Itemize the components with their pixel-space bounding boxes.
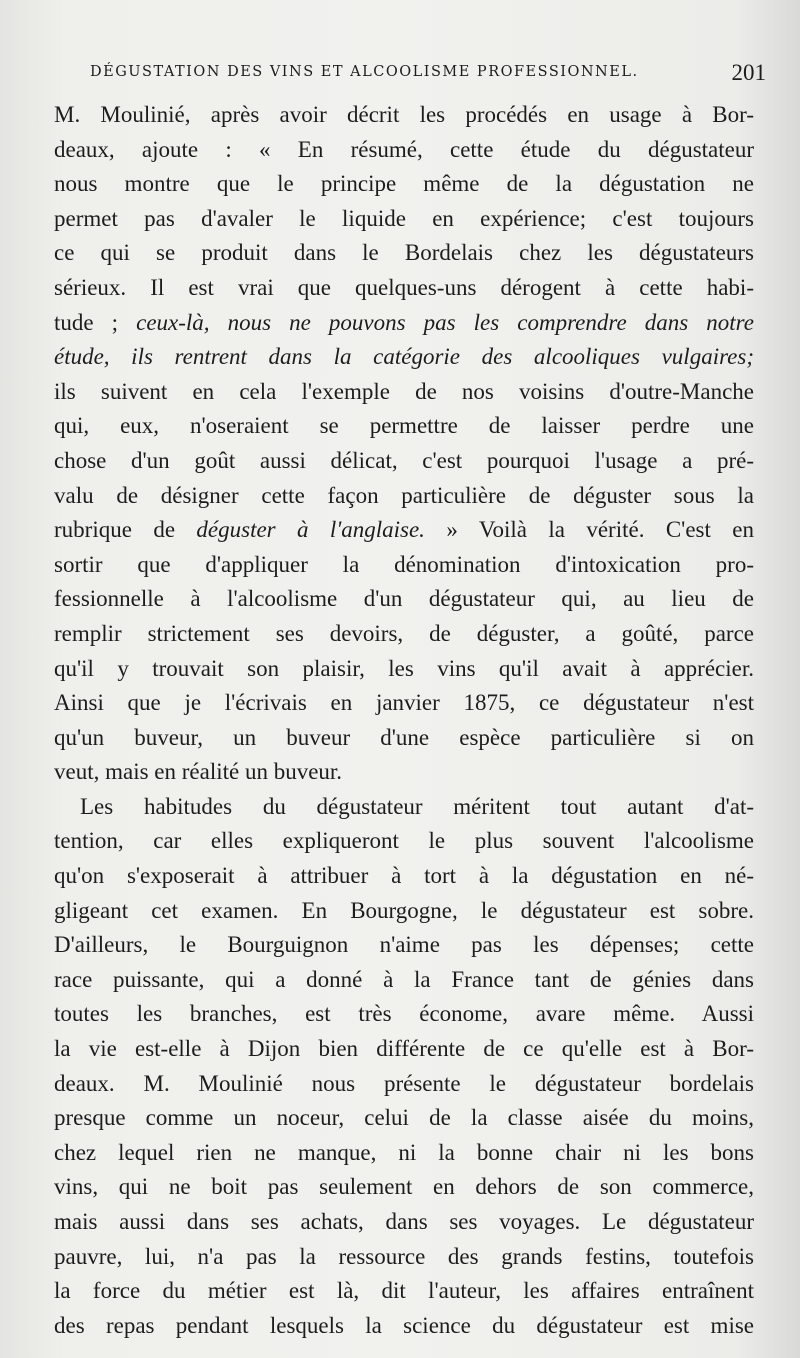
text-segment: qu'on s'exposerait à attribuer à tort à la dégustation en né- [54,863,754,889]
text-segment: chez lequel rien ne manque, ni la bonne chair ni les bons [54,1139,754,1165]
text-line [54,1170,754,1205]
text-line [54,652,754,687]
text-segment: sortir que d'appliquer la dénomination d'intoxication pro- [54,551,754,577]
text-segment: des repas pendant lesquels la science du dégustateur est mise [54,1312,754,1338]
text-segment: toutes les branches, est très économe, avare même. Aussi [54,1001,754,1027]
italic-text: ceux-là, nous ne pouvons pas les comprendre dans notre [136,309,754,335]
text-line [54,513,754,548]
text-segment: presque comme un noceur, celui de la classe aisée du moins, [54,1105,754,1131]
italic-text: étude, ils rentrent dans la catégorie des alcooliques vulgaires; [54,344,754,370]
text-segment: qu'un buveur, un buveur d'une espèce particulière si on [54,724,754,750]
text-line [54,306,754,341]
text-segment: la vie est-elle à Dijon bien différente de ce qu'elle est à Bor- [54,1036,754,1062]
text-line [54,1309,754,1344]
text-segment: fessionnelle à l'alcoolisme d'un dégustateur qui, au lieu de [54,586,754,612]
text-line [54,617,754,652]
text-line [54,340,754,375]
text-line [54,859,754,894]
page-header [90,60,770,90]
italic-text: déguster à l'anglaise. [196,517,425,543]
text-line [54,202,754,237]
text-line [54,790,754,825]
text-segment: qui, eux, n'oseraient se permettre de laisser perdre une [54,413,754,439]
text-line [54,271,754,306]
text-line [54,236,754,271]
text-segment: ce qui se produit dans le Bordelais chez les dégustateurs [54,240,754,266]
text-line [54,1101,754,1136]
text-line [54,721,754,756]
text-segment: veut, mais en réalité un buveur. [54,759,343,785]
text-segment: ils suivent en cela l'exemple de nos voisins d'outre-Manche [54,378,754,404]
text-line [54,1205,754,1240]
text-segment: permet pas d'avaler le liquide en expérience; c'est toujours [54,205,754,231]
text-line [54,582,754,617]
text-line [54,1032,754,1067]
text-segment: vins, qui ne boit pas seulement en dehors de son commerce, [54,1174,754,1200]
text-line [54,686,754,721]
text-line [54,479,754,514]
text-segment: tention, car elles expliqueront le plus souvent l'alcoolisme [54,828,754,854]
page-number: 201 [731,60,766,85]
text-segment: deaux, ajoute : « En résumé, cette étude du dégustateur [54,136,754,162]
text-segment: deaux. M. Moulinié nous présente le dégustateur bordelais [54,1070,754,1096]
text-line [54,824,754,859]
text-line [54,167,754,202]
text-segment: valu de désigner cette façon particulière de déguster sous la [54,482,754,508]
text-segment: rubrique de [54,517,197,543]
text-segment: » Voilà la vérité. C'est en [424,517,754,543]
text-line [54,1274,754,1309]
text-segment: race puissante, qui a donné à la France tant de génies dans [54,966,754,992]
text-line [54,894,754,929]
text-line [54,1067,754,1102]
text-line [54,98,754,133]
running-head: DÉGUSTATION DES VINS ET ALCOOLISME PROFESSIONNEL. [90,64,639,80]
text-segment: pauvre, lui, n'a pas la ressource des grands festins, toutefois [54,1243,754,1269]
text-line [54,133,754,168]
text-segment: tude ; [54,309,137,335]
text-segment: sérieux. Il est vrai que quelques-uns dérogent à cette habi- [54,274,754,300]
text-segment: chose d'un goût aussi délicat, c'est pourquoi l'usage a pré- [54,447,754,473]
text-line [54,409,754,444]
text-segment: mais aussi dans ses achats, dans ses voyages. Le dégustateur [54,1209,754,1234]
text-line [54,997,754,1032]
text-segment: D'ailleurs, le Bourguignon n'aime pas les dépenses; cette [54,932,754,958]
text-line [54,444,754,479]
text-line [54,1136,754,1171]
text-segment: nous montre que le principe même de la dégustation ne [54,171,754,197]
body-text [54,98,754,1343]
text-line [54,1240,754,1275]
text-segment: Ainsi que je l'écrivais en janvier 1875, ce dégustateur n'est [54,690,754,716]
text-segment: la force du métier est là, dit l'auteur, les affaires entraînent [54,1278,754,1304]
text-line [54,375,754,410]
text-line [54,548,754,583]
text-segment: remplir strictement ses devoirs, de déguster, a goûté, parce [54,620,754,646]
text-segment: Les habitudes du dégustateur méritent tout autant d'at- [80,793,754,819]
text-line [54,928,754,963]
text-segment: gligeant cet examen. En Bourgogne, le dégustateur est sobre. [54,897,754,923]
text-line [54,755,754,790]
text-line [54,963,754,998]
text-segment: qu'il y trouvait son plaisir, les vins qu'il avait à apprécier. [54,655,754,681]
text-segment: M. Moulinié, après avoir décrit les procédés en usage à Bor- [54,102,754,127]
